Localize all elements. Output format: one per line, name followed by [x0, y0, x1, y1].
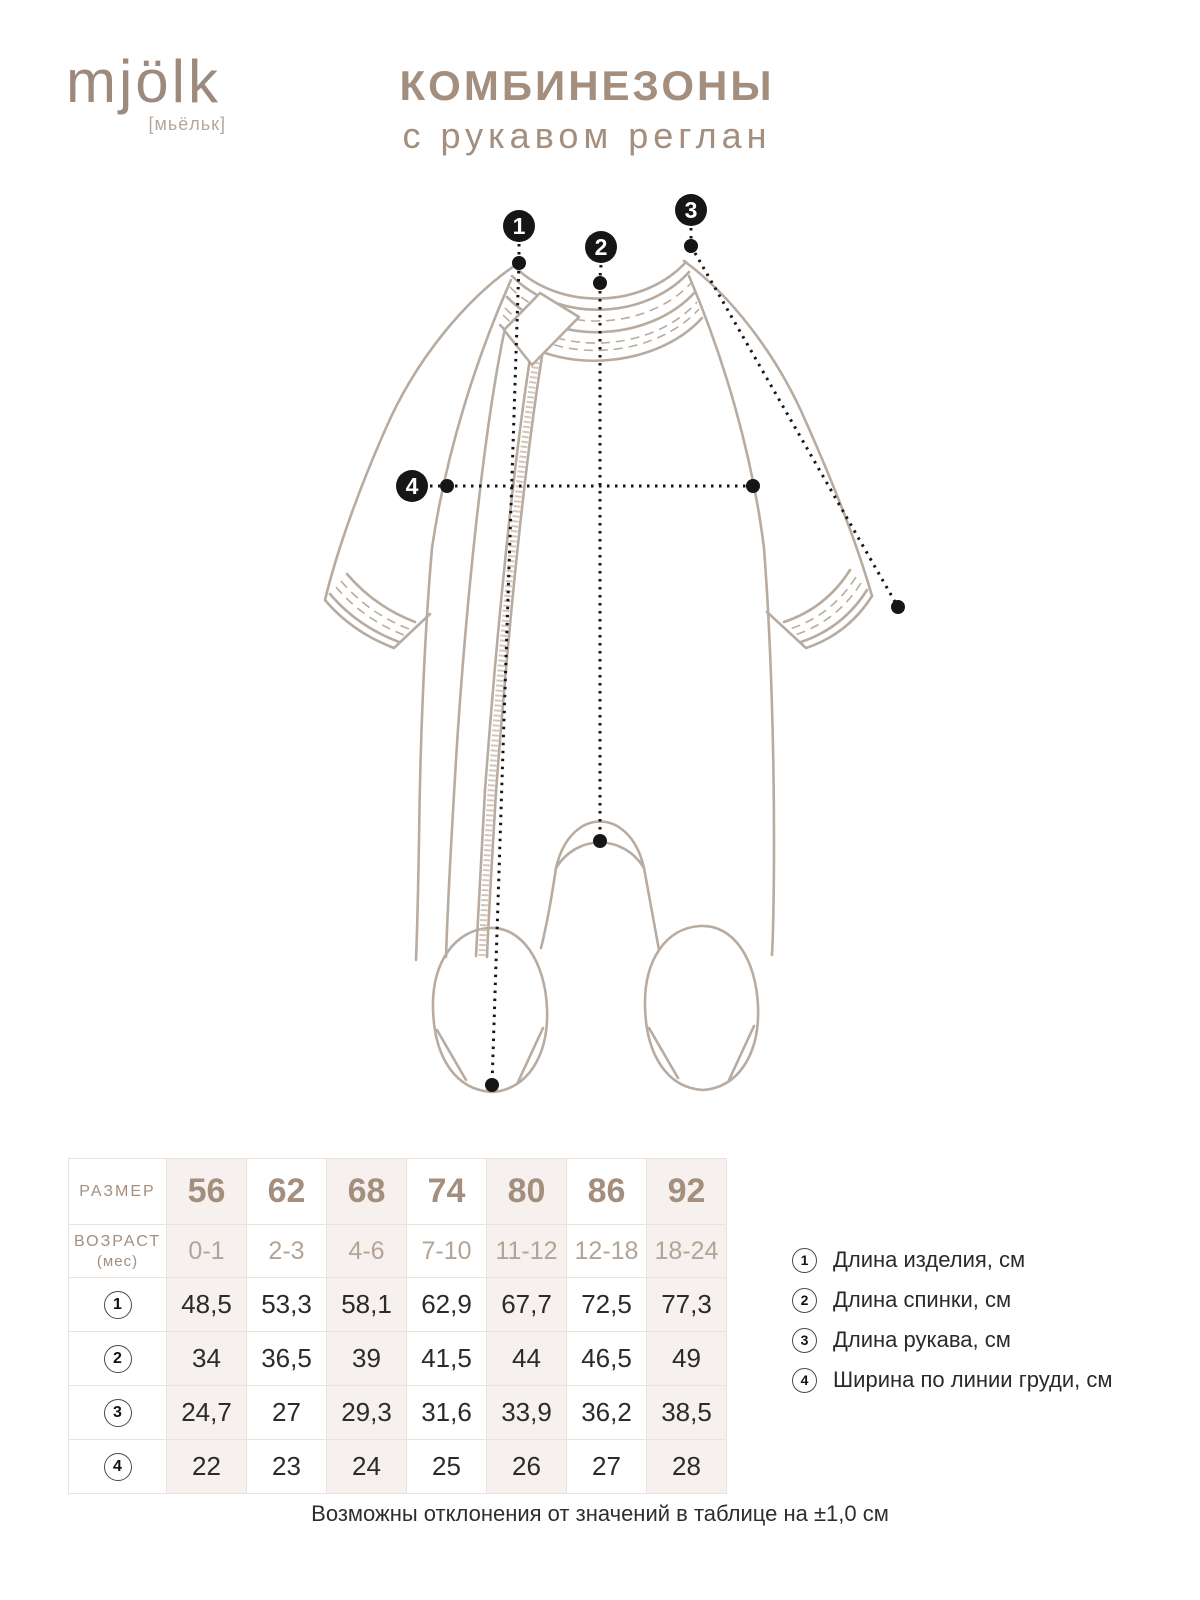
value-cell: 23	[247, 1440, 327, 1494]
legend-item-3	[792, 1320, 1112, 1360]
age-cell: 7-10	[407, 1225, 487, 1278]
measure-line-4	[396, 470, 760, 502]
age-row-label: ВОЗРАСТ (мес)	[69, 1225, 167, 1278]
front-overlap-edge	[446, 333, 504, 957]
value-cell: 58,1	[327, 1278, 407, 1332]
value-cell: 29,3	[327, 1386, 407, 1440]
value-cell: 36,2	[567, 1386, 647, 1440]
legend-item-2	[792, 1280, 1112, 1320]
right-leg-inner-edge	[644, 868, 659, 950]
value-cell: 36,5	[247, 1332, 327, 1386]
age-cell: 12-18	[567, 1225, 647, 1278]
table-row-measure-3	[69, 1386, 727, 1440]
measure-line-3	[675, 194, 905, 614]
age-cell: 2-3	[247, 1225, 327, 1278]
size-cell: 80	[487, 1159, 567, 1225]
size-cell: 74	[407, 1159, 487, 1225]
tolerance-footnote: Возможны отклонения от значений в таблице на ±1,0 см	[311, 1501, 889, 1526]
measurement-legend	[792, 1240, 1112, 1400]
legend-number-badge: 4	[792, 1368, 817, 1393]
table-row-measure-1	[69, 1278, 727, 1332]
svg-text:3: 3	[684, 197, 698, 223]
row-number-badge: 2	[69, 1332, 167, 1386]
size-table	[68, 1158, 727, 1494]
size-cell: 92	[647, 1159, 727, 1225]
legend-number-badge: 3	[792, 1328, 817, 1353]
legend-label: Длина изделия, см	[833, 1247, 1026, 1272]
value-cell: 33,9	[487, 1386, 567, 1440]
legend-label: Длина спинки, см	[833, 1287, 1012, 1312]
body-right-edge	[689, 276, 774, 955]
left-sleeve	[325, 264, 517, 648]
brand-transcription: [мьёльк]	[148, 114, 226, 134]
right-sleeve-outer-edge	[684, 261, 872, 596]
value-cell: 49	[647, 1332, 727, 1386]
value-cell: 62,9	[407, 1278, 487, 1332]
value-cell: 46,5	[567, 1332, 647, 1386]
value-cell: 44	[487, 1332, 567, 1386]
row-number-badge: 1	[69, 1278, 167, 1332]
value-cell: 67,7	[487, 1278, 567, 1332]
value-cell: 39	[327, 1332, 407, 1386]
value-cell: 48,5	[167, 1278, 247, 1332]
value-cell: 77,3	[647, 1278, 727, 1332]
value-cell: 41,5	[407, 1332, 487, 1386]
value-cell: 25	[407, 1440, 487, 1494]
value-cell: 26	[487, 1440, 567, 1494]
right-cuff-stitch-2	[790, 577, 856, 629]
measure-line-2	[585, 231, 617, 848]
legend-item-1	[792, 1240, 1112, 1280]
legend-label: Длина рукава, см	[833, 1327, 1011, 1352]
page-title-line1: КОМБИНЕЗОНЫ	[399, 62, 775, 109]
value-cell: 72,5	[567, 1278, 647, 1332]
value-cell: 53,3	[247, 1278, 327, 1332]
legend-label: Ширина по линии груди, см	[833, 1367, 1113, 1392]
size-cell: 68	[327, 1159, 407, 1225]
size-cell: 56	[167, 1159, 247, 1225]
left-foot	[433, 928, 547, 1092]
value-cell: 24,7	[167, 1386, 247, 1440]
value-cell: 31,6	[407, 1386, 487, 1440]
row-number-badge: 3	[69, 1386, 167, 1440]
right-sleeve	[684, 261, 872, 648]
age-cell: 4-6	[327, 1225, 407, 1278]
table-row-measure-4	[69, 1440, 727, 1494]
right-foot	[645, 926, 758, 1090]
svg-text:1: 1	[512, 213, 526, 239]
value-cell: 27	[567, 1440, 647, 1494]
value-cell: 24	[327, 1440, 407, 1494]
size-cell: 62	[247, 1159, 327, 1225]
size-cell: 86	[567, 1159, 647, 1225]
legend-number-badge: 2	[792, 1288, 817, 1313]
table-row-sizes	[69, 1159, 727, 1225]
page-title-line2: с рукавом реглан	[402, 115, 772, 156]
value-cell: 38,5	[647, 1386, 727, 1440]
value-cell: 28	[647, 1440, 727, 1494]
right-cuff-inner-line	[784, 570, 850, 622]
table-row-ages	[69, 1225, 727, 1278]
legend-item-4	[792, 1360, 1112, 1400]
brand-logo-text: mjölk	[66, 48, 222, 115]
svg-text:4: 4	[405, 473, 419, 499]
size-row-label: РАЗМЕР	[69, 1159, 167, 1225]
value-cell: 22	[167, 1440, 247, 1494]
value-cell: 27	[247, 1386, 327, 1440]
row-number-badge: 4	[69, 1440, 167, 1494]
svg-text:2: 2	[594, 234, 608, 260]
age-cell: 18-24	[647, 1225, 727, 1278]
table-row-measure-2	[69, 1332, 727, 1386]
left-cuff-stitch-2	[341, 581, 409, 629]
age-cell: 11-12	[487, 1225, 567, 1278]
legend-number-badge: 1	[792, 1248, 817, 1273]
body-left-edge	[416, 280, 511, 960]
left-leg-inner-edge	[541, 868, 556, 948]
value-cell: 34	[167, 1332, 247, 1386]
age-cell: 0-1	[167, 1225, 247, 1278]
